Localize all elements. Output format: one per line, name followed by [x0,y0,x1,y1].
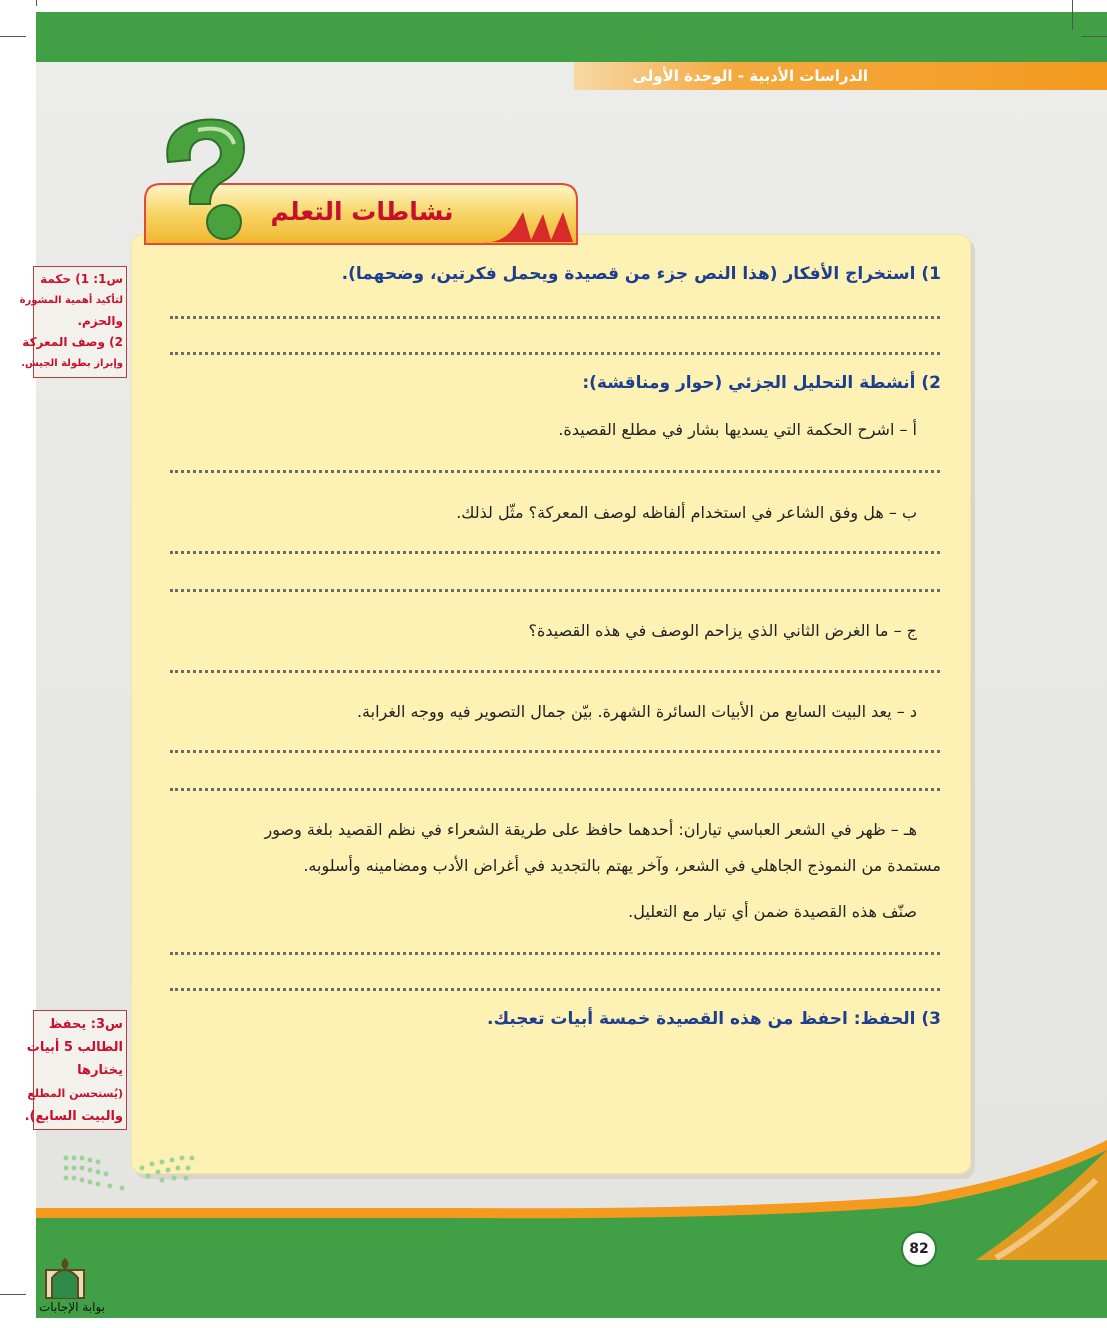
question-c: ج – ما الغرض الثاني الذي يزاحم الوصف في هذه القصيدة؟ [528,621,917,640]
crop-mark [0,1294,26,1295]
side-note-line: لتأكيد أهمية المشورة [19,295,123,306]
page-number: 82 [901,1231,937,1267]
answer-line[interactable] [170,988,940,991]
crop-mark [1081,36,1107,37]
side-note-line: يختارها [77,1063,123,1078]
answer-line[interactable] [170,352,940,355]
ministry-building-icon [44,1256,86,1300]
side-note-line: (يُستحسن المطلع [27,1087,123,1100]
answer-line[interactable] [170,551,940,554]
side-note-line: والحزم. [77,314,123,328]
question-a: أ – اشرح الحكمة التي يسديها بشار في مطلع القصيدة. [558,420,917,439]
crop-mark [0,36,26,37]
side-note-line: س1: 1) حكمة [40,272,123,286]
question-e-line1: هـ – ظهر في الشعر العباسي تياران: أحدهما حافظ على طريقة الشعراء في نظم القصيد بلغة وصور [264,820,917,839]
side-note-line: الطالب 5 أبيات [26,1040,123,1055]
side-note-line: وإبراز بطولة الجيش. [21,358,123,369]
answer-line[interactable] [170,316,940,319]
answer-line[interactable] [170,952,940,955]
crop-mark [36,0,37,6]
side-note-line: والبيت السابع). [24,1109,123,1124]
crop-mark [1072,0,1073,30]
answer-line[interactable] [170,470,940,473]
side-note-line: 2) وصف المعركة [22,335,123,349]
side-note-line: س3: يحفظ [48,1017,123,1032]
question-e-line2: مستمدة من النموذج الجاهلي في الشعر، وآخر يهتم بالتجديد في أغراض الأدب ومضامينه وأسلوبه. [303,856,941,875]
site-label: بوابة الإجابات [38,1300,105,1314]
answer-line[interactable] [170,750,940,753]
section3-heading: 3) الحفظ: احفظ من هذه القصيدة خمسة أبيات تعجبك. [487,1009,941,1029]
banner-title: نشاطات التعلم [270,197,454,226]
section1-heading: 1) استخراج الأفكار (هذا النص جزء من قصيدة ويحمل فكرتين، وضحهما). [341,264,941,284]
question-e-line3: صنّف هذه القصيدة ضمن أي تيار مع التعليل. [628,902,917,921]
top-green-band [36,12,1107,62]
question-d: د – يعد البيت السابع من الأبيات السائرة الشهرة. بيّن جمال التصوير فيه ووجه الغرابة. [356,702,917,721]
answer-line[interactable] [170,670,940,673]
question-mark-icon [158,112,258,252]
answer-line[interactable] [170,788,940,791]
section2-heading: 2) أنشطة التحليل الجزئي (حوار ومناقشة): [582,373,941,393]
header-title: الدراسات الأدبية - الوحدة الأولى [632,67,868,85]
ministry-logo-dots-icon [62,1154,198,1194]
answer-line[interactable] [170,589,940,592]
question-b: ب – هل وفق الشاعر في استخدام ألفاظه لوصف المعركة؟ مثّل لذلك. [456,503,917,522]
side-note-answer-3 [24,1010,127,1130]
side-note-answer-1 [19,266,127,378]
